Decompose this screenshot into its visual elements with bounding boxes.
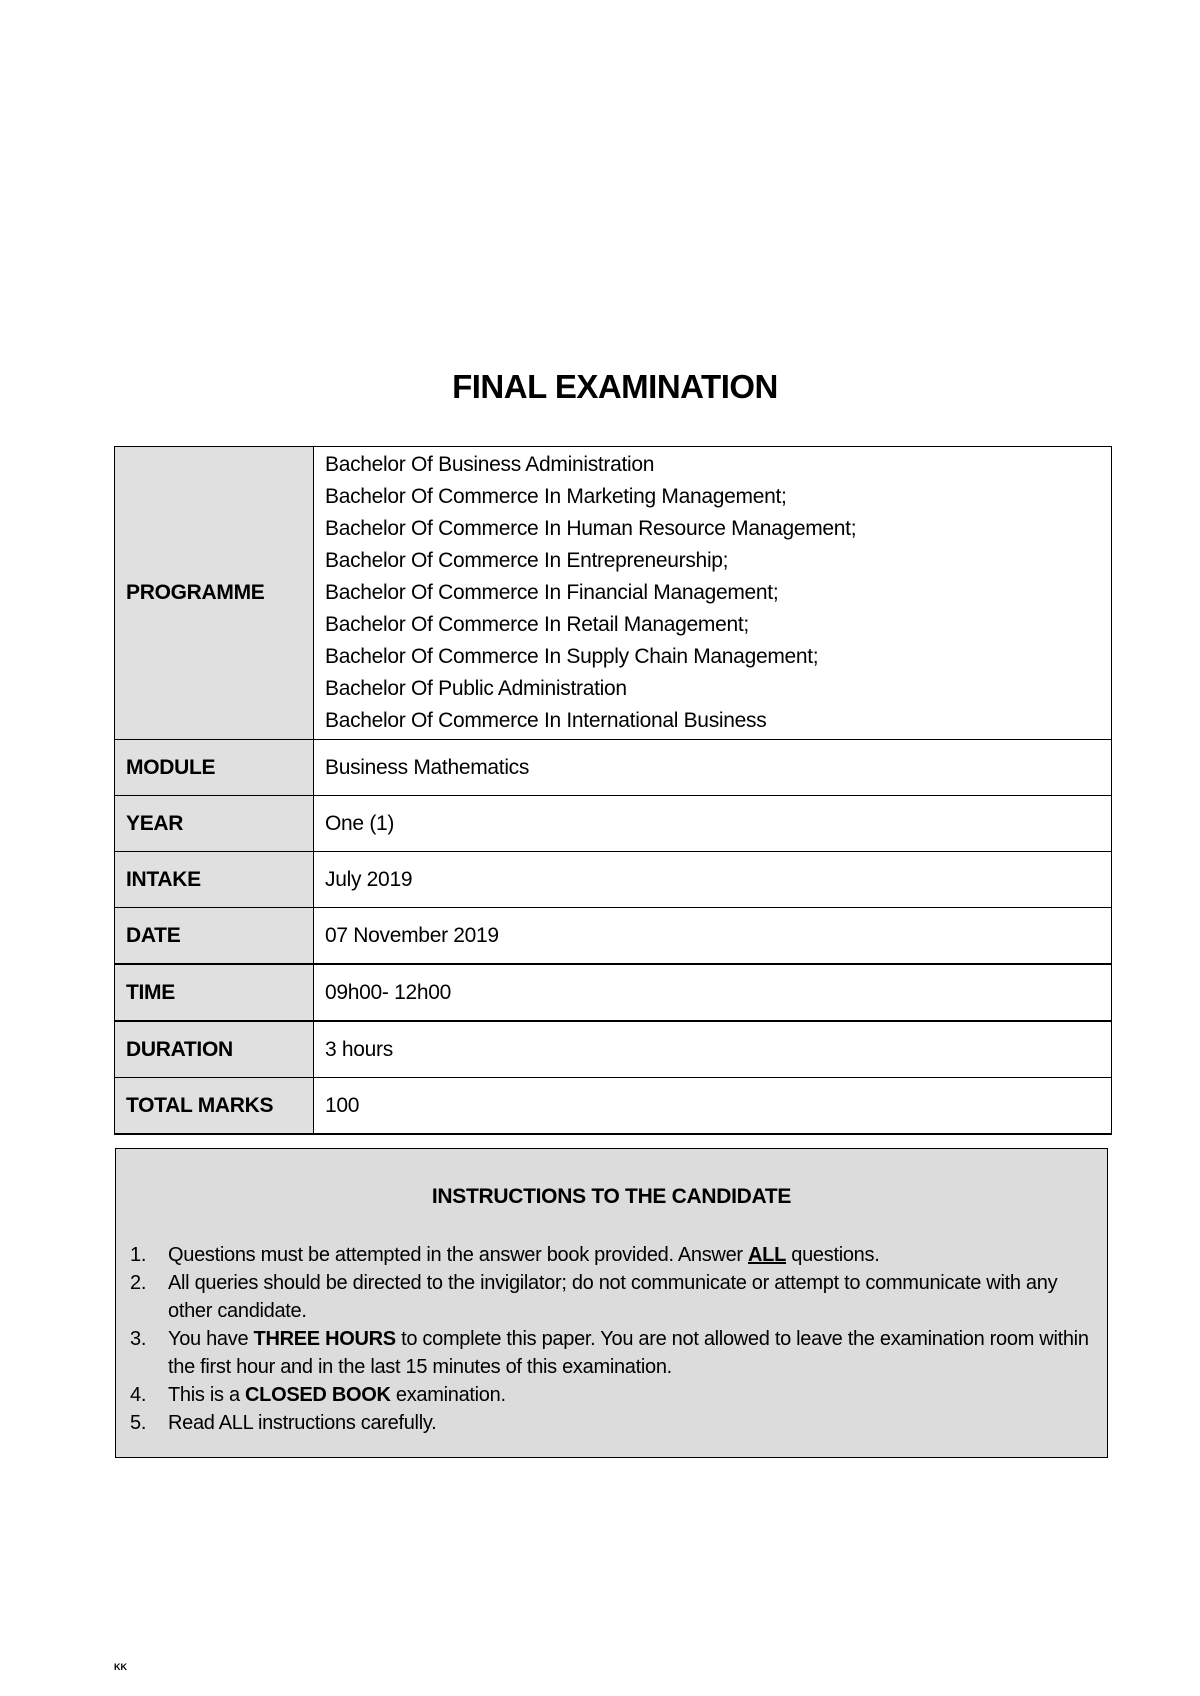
instruction-text: examination.: [390, 1384, 506, 1406]
instruction-text: This is a: [168, 1384, 246, 1406]
programme-line: Bachelor Of Commerce In Retail Management;: [325, 613, 749, 636]
instruction-emphasis: CLOSED BOOK: [245, 1384, 391, 1406]
instruction-item: [116, 1269, 1107, 1325]
date-value: 07 November 2019: [314, 908, 1112, 965]
programme-line: Bachelor Of Commerce In Marketing Management;: [325, 485, 787, 508]
instruction-item: [116, 1409, 1107, 1437]
date-row: [115, 908, 1112, 965]
instruction-item: [116, 1325, 1107, 1381]
page-title: FINAL EXAMINATION: [452, 368, 778, 405]
programme-line: Bachelor Of Commerce In Human Resource Management;: [325, 517, 857, 540]
intake-label: INTAKE: [115, 852, 314, 908]
instruction-number: 5.: [130, 1412, 147, 1434]
duration-value: 3 hours: [314, 1021, 1112, 1078]
instruction-text: Read ALL instructions carefully.: [168, 1412, 437, 1434]
instruction-number: 1.: [130, 1244, 147, 1266]
total-marks-row: [115, 1078, 1112, 1135]
instruction-text: to complete this paper. You are not allowed to leave the examination room within the first hour and in the last 15 minutes of this examination.: [168, 1328, 1089, 1378]
instruction-number: 3.: [130, 1328, 147, 1350]
footer-initials: KK: [114, 1662, 127, 1672]
year-value: One (1): [314, 796, 1112, 852]
instruction-emphasis: THREE HOURS: [253, 1328, 396, 1350]
intake-row: [115, 852, 1112, 908]
time-value: 09h00- 12h00: [314, 964, 1112, 1021]
programme-line: Bachelor Of Commerce In Supply Chain Management;: [325, 645, 819, 668]
year-row: [115, 796, 1112, 852]
programme-line: Bachelor Of Commerce In International Business: [325, 709, 767, 732]
programme-line: Bachelor Of Commerce In Entrepreneurship;: [325, 549, 729, 572]
exam-details-table: [114, 446, 1112, 1135]
date-label: DATE: [115, 908, 314, 965]
instruction-item: [116, 1241, 1107, 1269]
total-marks-value: 100: [314, 1078, 1112, 1135]
duration-row: [115, 1021, 1112, 1078]
instructions-box: [115, 1148, 1108, 1458]
instruction-text: All queries should be directed to the invigilator; do not communicate or attempt to communicate with any other candidate.: [168, 1272, 1058, 1322]
instruction-number: 4.: [130, 1384, 147, 1406]
module-row: [115, 740, 1112, 796]
duration-label: DURATION: [115, 1021, 314, 1078]
instructions-heading: INSTRUCTIONS TO THE CANDIDATE: [431, 1185, 792, 1208]
module-label: MODULE: [115, 740, 314, 796]
instruction-text: questions.: [786, 1244, 880, 1266]
programme-line: Bachelor Of Business Administration: [325, 453, 655, 476]
time-row: [115, 964, 1112, 1021]
time-label: TIME: [115, 964, 314, 1021]
programme-line: Bachelor Of Public Administration: [325, 677, 627, 700]
programme-value: [314, 447, 1112, 740]
total-marks-label: TOTAL MARKS: [115, 1078, 314, 1135]
programme-line: Bachelor Of Commerce In Financial Management;: [325, 581, 779, 604]
intake-value: July 2019: [314, 852, 1112, 908]
programme-row: [115, 447, 1112, 740]
instruction-item: [116, 1381, 1107, 1409]
instruction-text: Questions must be attempted in the answer book provided. Answer: [168, 1244, 749, 1266]
instructions-list: [116, 1241, 1107, 1437]
module-value: Business Mathematics: [314, 740, 1112, 796]
programme-label: PROGRAMME: [115, 447, 314, 740]
year-label: YEAR: [115, 796, 314, 852]
instruction-emphasis: ALL: [748, 1244, 787, 1266]
instruction-text: You have: [168, 1328, 254, 1350]
instruction-number: 2.: [130, 1272, 147, 1294]
